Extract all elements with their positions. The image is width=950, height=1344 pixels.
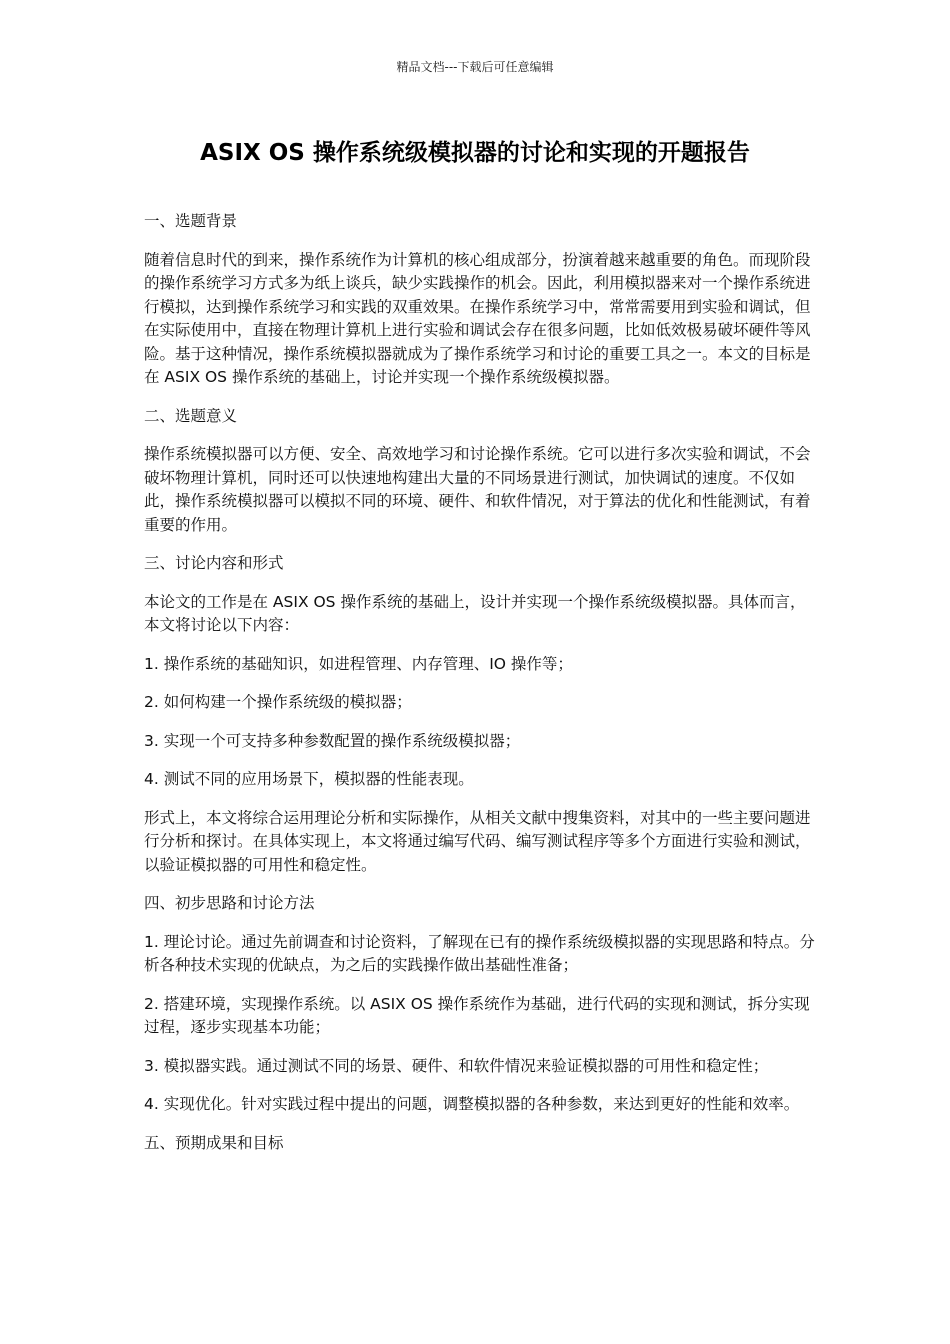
list-item-approach-4: 4. 实现优化。针对实践过程中提出的问题，调整模拟器的各种参数，来达到更好的性能和效率。 bbox=[144, 1095, 800, 1113]
paragraph-significance: 操作系统模拟器可以方便、安全、高效地学习和讨论操作系统。它可以进行多次实验和调试，不会破坏物理计算机，同时还可以快速地构建出大量的不同场景进行测试，加快调试的速度。不仅如此，操作系统模拟器可以模拟不同的环境、硬件、和软件情况，对于算法的优化和性能测试，有着重要的作用。 bbox=[144, 445, 811, 534]
page-header-note: 精品文档---下载后可任意编辑 bbox=[396, 60, 554, 74]
list-item-approach-3: 3. 模拟器实践。通过测试不同的场景、硬件、和软件情况来验证模拟器的可用性和稳定性； bbox=[144, 1056, 769, 1075]
section-heading-background: 一、选题背景 bbox=[144, 212, 238, 230]
list-item-content-2: 2. 如何构建一个操作系统级的模拟器； bbox=[144, 693, 412, 711]
paragraph-content-form: 形式上，本文将综合运用理论分析和实际操作，从相关文献中搜集资料，对其中的一些主要问题进行分析和探讨。在具体实现上，本文将通过编写代码、编写测试程序等多个方面进行实验和测试，以验证模拟器的可用性和稳定性。 bbox=[144, 808, 811, 874]
list-item-content-4: 4. 测试不同的应用场景下，模拟器的性能表现。 bbox=[144, 770, 474, 788]
paragraph-background: 随着信息时代的到来，操作系统作为计算机的核心组成部分，扮演着越来越重要的角色。而现阶段的操作系统学习方式多为纸上谈兵，缺少实践操作的机会。因此，利用模拟器来对一个操作系统进行模拟，达到操作系统学习和实践的双重效果。在操作系统学习中，常常需要用到实验和调试，但在实际使用中，直接在物理计算机上进行实验和调试会存在很多问题，比如低效极易破坏硬件等风险。基于这种情况，操作系统模拟器就成为了操作系统学习和讨论的重要工具之一。本文的目标是在 ASIX OS 操作系统的基础上，讨论并实现一个操作系统级模拟器。 bbox=[144, 250, 811, 386]
document-title: ASIX OS 操作系统级模拟器的讨论和实现的开题报告 bbox=[200, 140, 750, 166]
section-heading-significance: 二、选题意义 bbox=[144, 406, 238, 425]
list-item-approach-1: 1. 理论讨论。通过先前调查和讨论资料，了解现在已有的操作系统级模拟器的实现思路和特点。分析各种技术实现的优缺点，为之后的实践操作做出基础性准备； bbox=[144, 932, 815, 974]
paragraph-content-intro: 本论文的工作是在 ASIX OS 操作系统的基础上，设计并实现一个操作系统级模拟器。具体而言，本文将讨论以下内容： bbox=[144, 592, 806, 634]
list-item-content-1: 1. 操作系统的基础知识，如进程管理、内存管理、IO 操作等； bbox=[144, 654, 573, 673]
list-item-approach-2: 2. 搭建环境，实现操作系统。以 ASIX OS 操作系统作为基础，进行代码的实现和测试，拆分实现过程，逐步实现基本功能； bbox=[144, 994, 810, 1036]
section-heading-approach: 四、初步思路和讨论方法 bbox=[144, 894, 315, 912]
section-heading-content: 三、讨论内容和形式 bbox=[144, 554, 284, 572]
list-item-content-3: 3. 实现一个可支持多种参数配置的操作系统级模拟器； bbox=[144, 731, 521, 750]
section-heading-outcomes: 五、预期成果和目标 bbox=[144, 1133, 284, 1152]
document-body bbox=[144, 210, 820, 1170]
